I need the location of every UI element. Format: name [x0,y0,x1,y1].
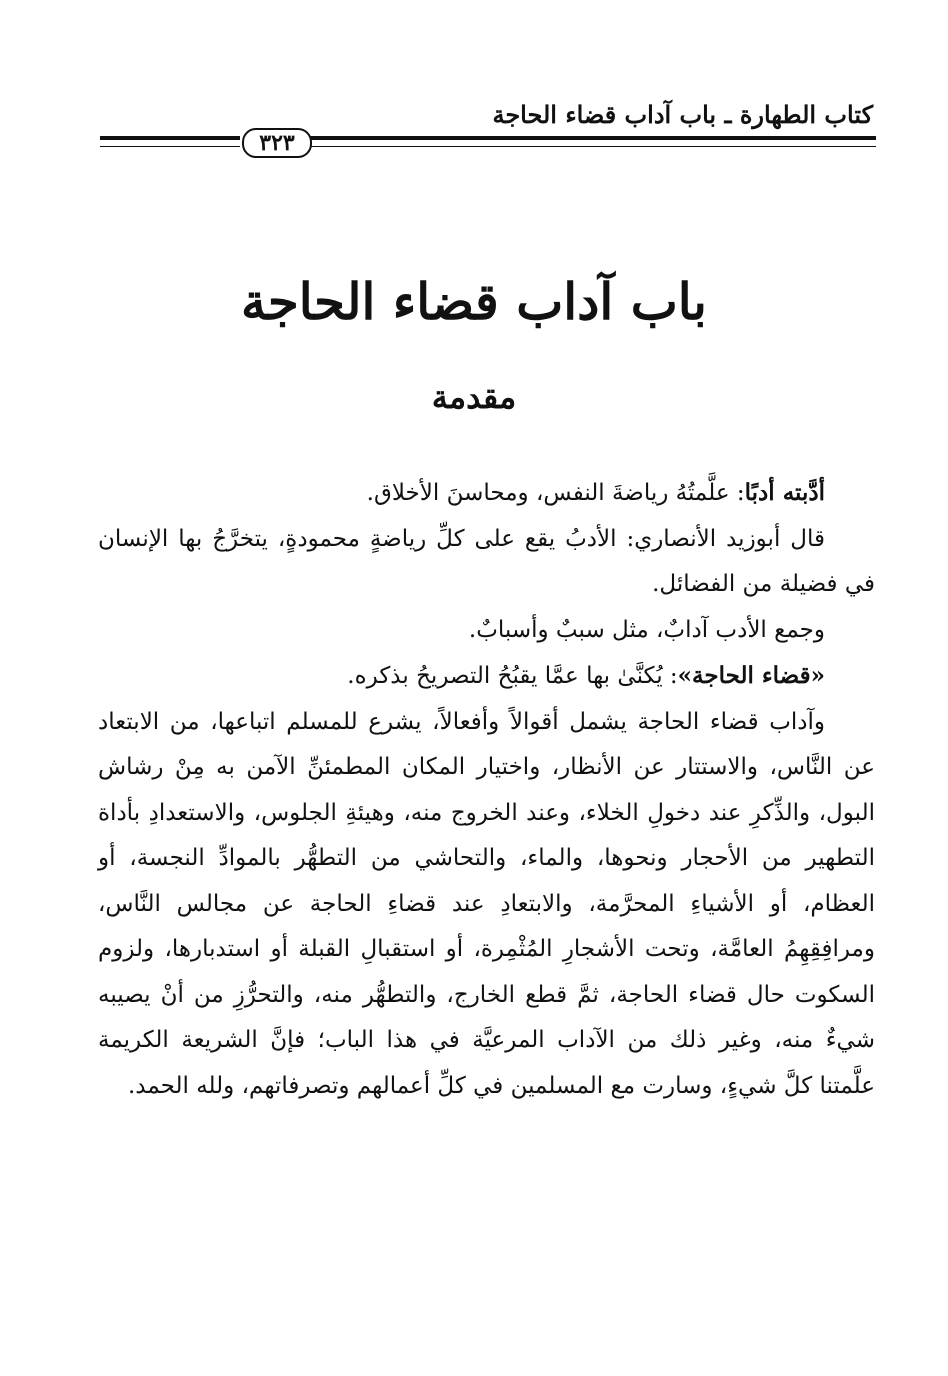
chapter-title: باب آداب قضاء الحاجة [241,272,707,331]
header-rule-right-thin [310,146,876,147]
paragraph-definition-qada [98,653,875,700]
body-text [98,470,875,1109]
page-number: ٣٢٣ [242,128,312,158]
paragraph-etiquette-overview: وآداب قضاء الحاجة يشمل أقوالاً وأفعالاً، يشرع للمسلم اتباعها، من الابتعاد عن النَّاس، والاستتار عن الأنظار، واختيار المكان المطمئنِّ الآمن به مِنْ رشاش البول، والذِّكرِ عند دخولِ الخلاء، وعند الخروج منه، وهيئةِ الجلوس، والاستعدادِ بأداة التطهير من الأحجار ونحوها، والماء، والتحاشي من التطهُّر بالموادِّ النجسة، أو العظام، أو الأشياءِ المحرَّمة، والابتعادِ عند قضاءِ الحاجة عن مجالس النَّاس، ومرافِقِهِمُ العامَّة، وتحت الأشجارِ المُثْمِرة، أو استقبالِ القبلة أو استدبارها، ولزوم السكوت حال قضاء الحاجة، ثمَّ قطع الخارج، والتطهُّر منه، والتحرُّزِ من أنْ يصيبه شيءٌ منه، وغير ذلك من الآداب المرعيَّة في هذا الباب؛ فإنَّ الشريعة الكريمة علَّمتنا كلَّ شيءٍ، وسارت مع المسلمين في كلِّ أعمالهم وتصرفاتهم، ولله الحمد. [98,708,875,1099]
running-header-title: كتاب الطهارة ـ باب آداب قضاء الحاجة [492,100,873,129]
header-rule-right-thick [310,136,876,140]
defined-term: «قضاء الحاجة» [677,662,825,689]
defined-term: أدَّبته أدبًا [744,479,825,506]
header-rule-left-thick [100,136,240,140]
paragraph-definition-adab [98,470,875,517]
paragraph-abu-zaid-quote: قال أبوزيد الأنصاري: الأدبُ يقع على كلِّ رياضةٍ محمودةٍ، يتخرَّجُ بها الإنسان في فضيلة من الفضائل. [98,525,875,597]
section-title: مقدمة [431,378,517,416]
definition-text: : علَّمتُهُ رياضةَ النفس، ومحاسنَ الأخلاق. [366,480,745,506]
header-rule-left-thin [100,146,240,147]
paragraph-plural: وجمع الأدب آدابٌ، مثل سببٌ وأسبابٌ. [468,616,825,643]
definition-text: : يُكنَّىٰ بها عمَّا يقبُحُ التصريحُ بذكره. [347,663,678,689]
